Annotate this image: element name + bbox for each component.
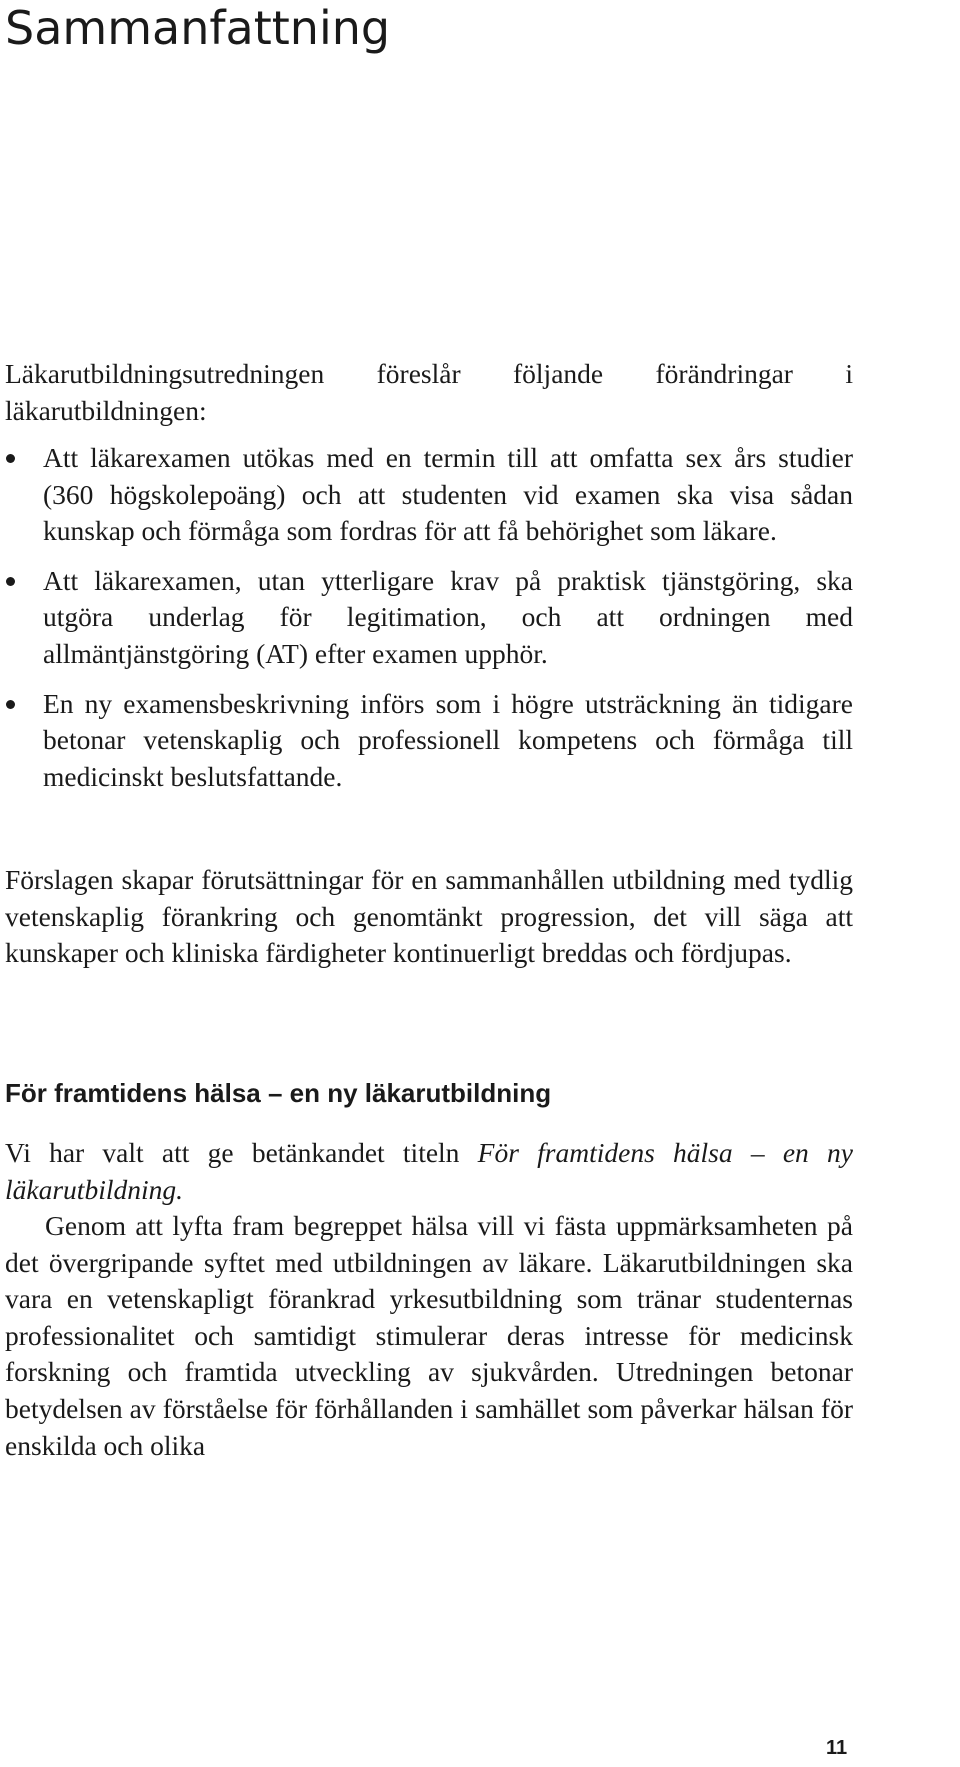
list-item [5, 440, 853, 550]
page-number: 11 [826, 1737, 848, 1759]
bullet-icon [6, 454, 15, 463]
list-item [5, 686, 853, 796]
bullet-icon [6, 700, 15, 709]
intro-paragraph: Läkarutbildningsutredningen föreslår följande förändringar i läkarutbildningen: [5, 358, 853, 426]
page-title: Sammanfattning [5, 1, 391, 55]
body-paragraph: Genom att lyfta fram begreppet hälsa vill vi fästa uppmärksamheten på det övergripande syftet med utbildningen av läkare. Läkarutbildningen ska vara en vetenskapligt förankrad yrkesutbildning som tränar studenternas professionalitet och samtidigt stimulerar deras intresse för medicinsk forskning och framtida utveckling av sjukvården. Utredningen betonar betydelsen av förståelse för förhållanden i samhället som påverkar hälsan för enskilda och olika [5, 1210, 853, 1461]
bullet-icon [6, 577, 15, 586]
list-item [5, 563, 853, 673]
list-item-text: En ny examensbeskrivning införs som i högre utsträckning än tidigare betonar vetenskaplig och professionell kompetens och förmåga till medicinskt beslutsfattande. [43, 687, 853, 792]
conclusion-paragraph: Förslagen skapar förutsättningar för en sammanhållen utbildning med tydlig vetenskaplig förankring och genomtänkt progression, det vill säga att kunskaper och kliniska färdigheter kontinuerligt breddas och fördjupas. [5, 864, 853, 969]
proposal-list [5, 440, 853, 808]
report-title: För framtidens hälsa – en ny läkarutbildning. [5, 1137, 853, 1205]
list-item-text: Att läkarexamen utökas med en termin till att omfatta sex års studier (360 högskolepoäng) och att studenten vid examen ska visa sådan kunskap och förmåga som fordras för att få behörighet som läkare. [43, 442, 853, 547]
section-heading: För framtidens hälsa – en ny läkarutbildning [5, 1078, 552, 1108]
title-paragraph [5, 1135, 853, 1208]
list-item-text: Att läkarexamen, utan ytterligare krav på praktisk tjänstgöring, ska utgöra underlag för legitimation, och att ordningen med allmäntjänstgöring (AT) efter examen upphör. [43, 564, 853, 669]
title-paragraph-lead: Vi har valt att ge betänkandet titeln [5, 1137, 478, 1168]
